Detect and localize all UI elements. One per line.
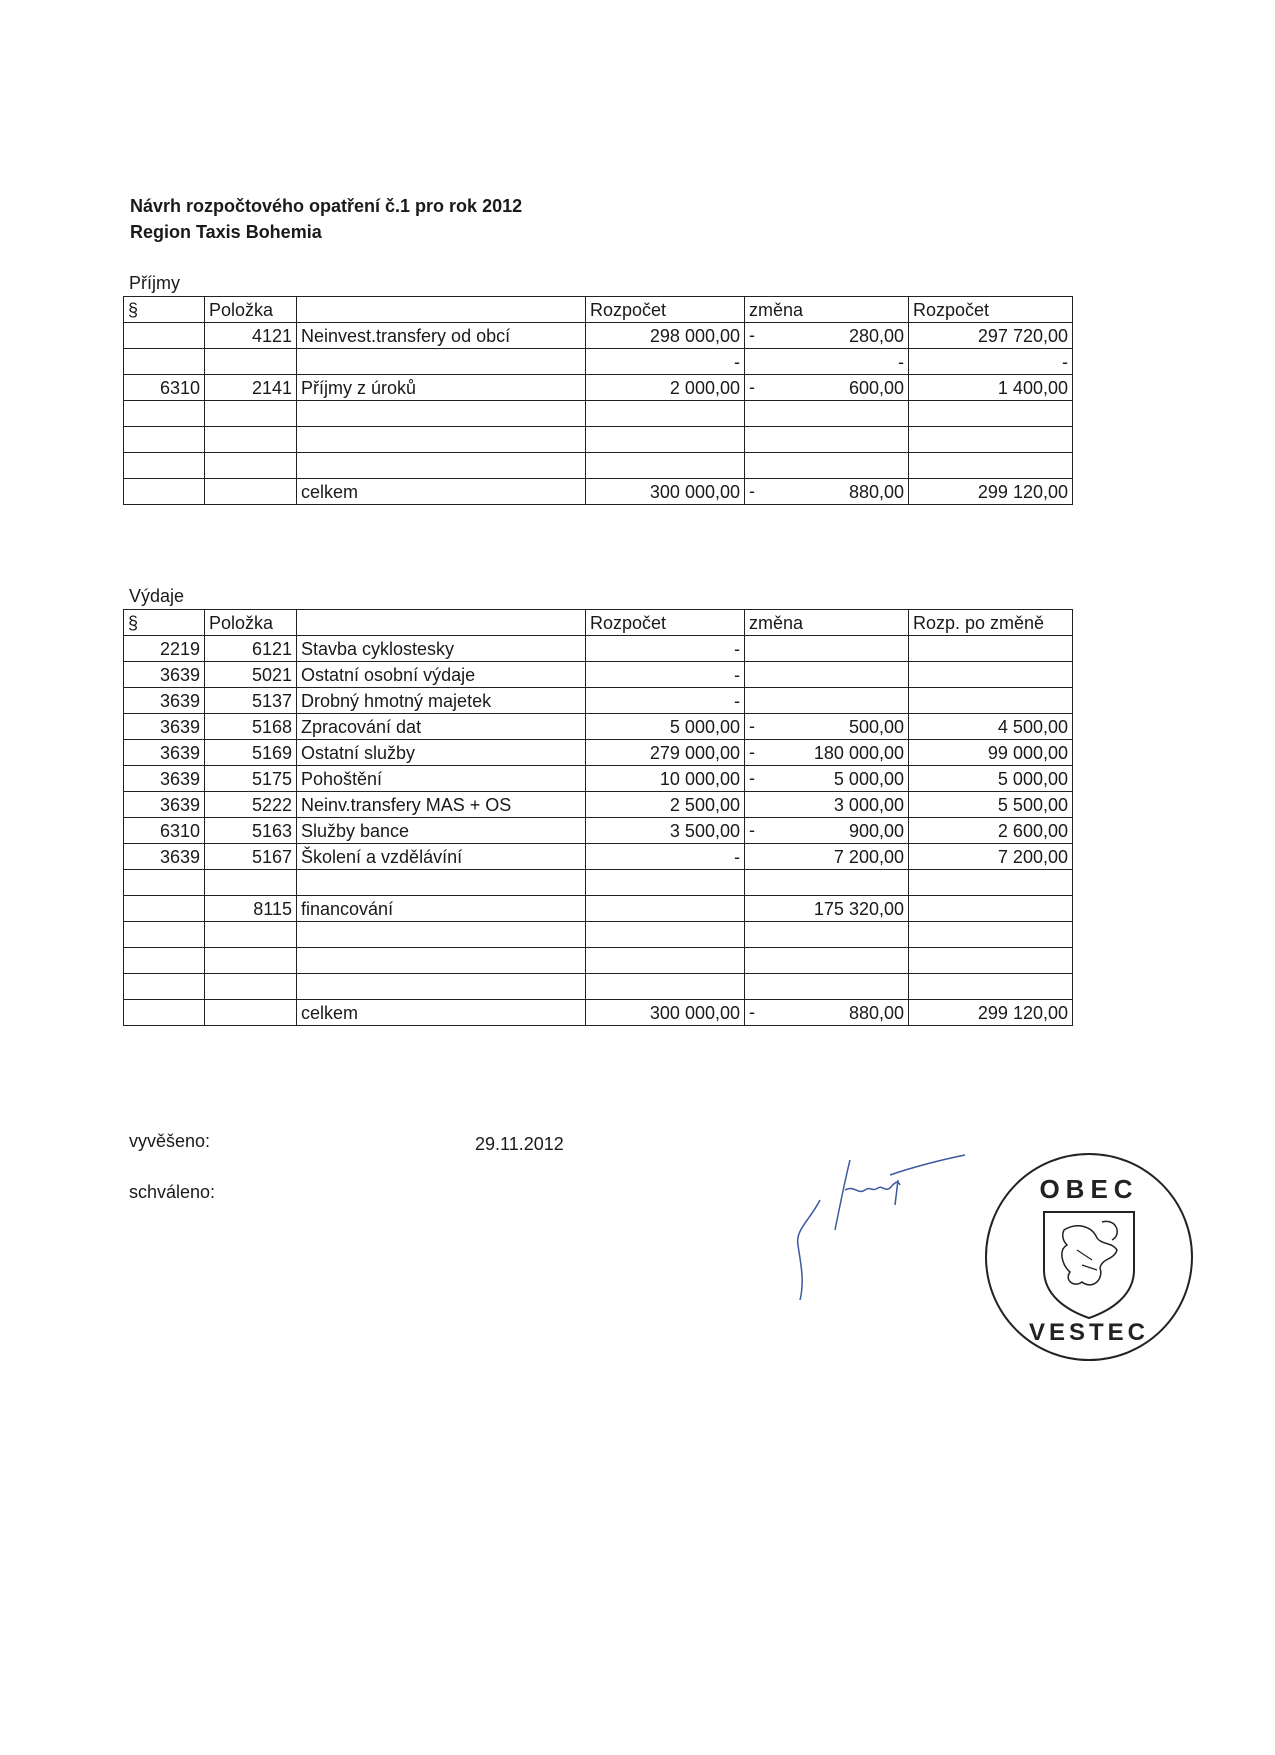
table-row [124,740,1073,766]
table-row [124,688,1073,714]
cell-name: celkem [297,479,586,505]
prijmy-table [123,296,1073,505]
table-row [124,844,1073,870]
cell-zmena [745,453,909,479]
prijmy-section-label: Příjmy [129,273,180,293]
cell-po-zmene [909,948,1073,974]
table-header-row [124,610,1073,636]
cell-zmena-value: 5 000,00 [833,768,904,789]
cell-name: Školení a vzdělávíní [297,844,586,870]
cell-zmena-value: 180 000,00 [813,742,904,763]
cell-polozka: 8115 [205,896,297,922]
cell-po-zmene: 7 200,00 [909,844,1073,870]
cell-name: financování [297,896,586,922]
cell-polozka: 5163 [205,818,297,844]
vydaje-section-label: Výdaje [129,586,185,606]
cell-zmena-sign: - [749,377,755,397]
cell-name [297,870,586,896]
header-polozka: Položka [205,297,297,323]
cell-po-zmene [909,401,1073,427]
cell-po-zmene: 299 120,00 [909,479,1073,505]
cell-name [297,453,586,479]
table-row [124,479,1073,505]
cell-paragraf: 3639 [124,714,205,740]
cell-name: Příjmy z úroků [297,375,586,401]
cell-zmena-sign: - [749,742,755,762]
handwritten-signature [790,1150,970,1310]
cell-polozka [205,922,297,948]
cell-name: Služby bance [297,818,586,844]
cell-zmena [745,740,909,766]
cell-rozpocet: 300 000,00 [586,1000,745,1026]
table-row [124,453,1073,479]
cell-polozka: 5168 [205,714,297,740]
cell-zmena [745,948,909,974]
cell-paragraf: 6310 [124,818,205,844]
cell-paragraf [124,974,205,1000]
cell-rozpocet: 10 000,00 [586,766,745,792]
cell-name: Neinv.transfery MAS + OS [297,792,586,818]
cell-paragraf: 3639 [124,766,205,792]
cell-zmena-value: 500,00 [848,716,904,737]
cell-zmena-value: 280,00 [848,325,904,346]
cell-polozka [205,401,297,427]
cell-paragraf: 3639 [124,688,205,714]
cell-paragraf [124,453,205,479]
vyveseno-label: vyvěšeno: [129,1131,211,1151]
cell-name: Neinvest.transfery od obcí [297,323,586,349]
cell-name [297,427,586,453]
cell-polozka [205,1000,297,1026]
cell-po-zmene [909,896,1073,922]
stamp-top-text: OBEC [1039,1174,1139,1204]
header-name [297,610,586,636]
cell-zmena [745,818,909,844]
cell-zmena [745,870,909,896]
cell-paragraf: 3639 [124,792,205,818]
table-row [124,922,1073,948]
cell-polozka: 5222 [205,792,297,818]
table-row [124,323,1073,349]
cell-zmena-value: 880,00 [848,481,904,502]
cell-polozka [205,479,297,505]
cell-paragraf [124,870,205,896]
table-row [124,818,1073,844]
cell-po-zmene [909,427,1073,453]
cell-zmena-value: 3 000,00 [833,794,904,815]
cell-zmena-value: - [898,351,904,372]
table-row [124,870,1073,896]
cell-name: Ostatní osobní výdaje [297,662,586,688]
table-row [124,375,1073,401]
cell-zmena-value: 600,00 [848,377,904,398]
cell-zmena [745,375,909,401]
cell-polozka [205,349,297,375]
cell-rozpocet: - [586,844,745,870]
cell-po-zmene: 299 120,00 [909,1000,1073,1026]
header-zmena: změna [745,297,909,323]
cell-polozka [205,427,297,453]
cell-rozpocet [586,974,745,1000]
cell-name [297,349,586,375]
cell-rozpocet [586,896,745,922]
table-row [124,662,1073,688]
municipal-stamp [982,1150,1196,1364]
table-row [124,401,1073,427]
header-po-zmene: Rozpočet [909,297,1073,323]
cell-zmena [745,922,909,948]
cell-rozpocet: 3 500,00 [586,818,745,844]
cell-rozpocet: - [586,636,745,662]
document-title-line2: Region Taxis Bohemia [130,222,322,242]
cell-paragraf [124,948,205,974]
vyveseno-date: 29.11.2012 [475,1134,564,1154]
cell-polozka: 5137 [205,688,297,714]
cell-paragraf [124,427,205,453]
cell-name: Stavba cyklostesky [297,636,586,662]
cell-zmena [745,714,909,740]
table-row [124,792,1073,818]
cell-zmena [745,401,909,427]
cell-zmena [745,427,909,453]
cell-zmena-sign: - [749,481,755,501]
cell-po-zmene: 4 500,00 [909,714,1073,740]
stamp-bottom-text: VESTEC [1028,1319,1150,1346]
header-paragraf: § [124,610,205,636]
header-polozka: Položka [205,610,297,636]
cell-polozka: 6121 [205,636,297,662]
cell-zmena-value: 880,00 [848,1002,904,1023]
table-row [124,766,1073,792]
table-row [124,714,1073,740]
cell-po-zmene [909,870,1073,896]
cell-po-zmene: 5 500,00 [909,792,1073,818]
cell-po-zmene: 5 000,00 [909,766,1073,792]
cell-name: Ostatní služby [297,740,586,766]
cell-po-zmene [909,453,1073,479]
cell-name: Zpracování dat [297,714,586,740]
cell-paragraf [124,349,205,375]
table-row [124,349,1073,375]
cell-zmena [745,974,909,1000]
cell-rozpocet [586,948,745,974]
header-po-zmene: Rozp. po změně [909,610,1073,636]
cell-zmena [745,636,909,662]
cell-rozpocet: 2 500,00 [586,792,745,818]
cell-paragraf [124,896,205,922]
header-zmena: změna [745,610,909,636]
cell-paragraf: 6310 [124,375,205,401]
cell-zmena-sign: - [749,325,755,345]
cell-name [297,401,586,427]
cell-zmena [745,479,909,505]
cell-paragraf [124,479,205,505]
cell-rozpocet [586,922,745,948]
cell-paragraf: 2219 [124,636,205,662]
cell-paragraf [124,922,205,948]
cell-rozpocet: - [586,349,745,375]
cell-po-zmene: 297 720,00 [909,323,1073,349]
cell-polozka: 4121 [205,323,297,349]
table-row [124,948,1073,974]
cell-polozka: 5169 [205,740,297,766]
cell-zmena [745,766,909,792]
cell-polozka [205,974,297,1000]
cell-po-zmene: - [909,349,1073,375]
cell-paragraf: 3639 [124,740,205,766]
cell-zmena [745,662,909,688]
cell-po-zmene [909,662,1073,688]
table-row [124,896,1073,922]
cell-zmena [745,844,909,870]
cell-po-zmene [909,636,1073,662]
cell-rozpocet: - [586,662,745,688]
cell-rozpocet: 300 000,00 [586,479,745,505]
cell-rozpocet: 5 000,00 [586,714,745,740]
cell-polozka: 2141 [205,375,297,401]
cell-paragraf: 3639 [124,662,205,688]
document-title-line1: Návrh rozpočtového opatření č.1 pro rok 2012 [130,196,523,216]
cell-polozka [205,870,297,896]
cell-rozpocet: 298 000,00 [586,323,745,349]
header-name [297,297,586,323]
cell-zmena-sign: - [749,820,755,840]
cell-zmena [745,792,909,818]
cell-po-zmene: 1 400,00 [909,375,1073,401]
cell-name [297,948,586,974]
cell-zmena [745,349,909,375]
cell-paragraf [124,1000,205,1026]
cell-rozpocet: 2 000,00 [586,375,745,401]
cell-name: Drobný hmotný majetek [297,688,586,714]
cell-paragraf [124,401,205,427]
cell-zmena-sign: - [749,1002,755,1022]
cell-paragraf: 3639 [124,844,205,870]
cell-name [297,922,586,948]
cell-rozpocet [586,870,745,896]
cell-rozpocet: 279 000,00 [586,740,745,766]
cell-zmena-sign: - [749,716,755,736]
cell-polozka [205,948,297,974]
cell-paragraf [124,323,205,349]
cell-zmena [745,896,909,922]
cell-rozpocet [586,427,745,453]
cell-zmena-value: 175 320,00 [813,898,904,919]
schvaleno-label: schváleno: [129,1182,216,1202]
header-rozpocet: Rozpočet [586,297,745,323]
cell-po-zmene: 2 600,00 [909,818,1073,844]
header-paragraf: § [124,297,205,323]
cell-polozka: 5167 [205,844,297,870]
cell-zmena-sign: - [749,768,755,788]
cell-po-zmene [909,688,1073,714]
cell-name: Pohoštění [297,766,586,792]
table-row [124,427,1073,453]
cell-zmena [745,688,909,714]
header-rozpocet: Rozpočet [586,610,745,636]
table-header-row [124,297,1073,323]
cell-name: celkem [297,1000,586,1026]
cell-po-zmene [909,974,1073,1000]
cell-zmena-value: 900,00 [848,820,904,841]
table-row [124,974,1073,1000]
vydaje-table [123,609,1073,1026]
cell-zmena [745,323,909,349]
cell-zmena [745,1000,909,1026]
cell-polozka: 5175 [205,766,297,792]
cell-polozka [205,453,297,479]
cell-rozpocet [586,453,745,479]
cell-polozka: 5021 [205,662,297,688]
table-row [124,636,1073,662]
cell-po-zmene: 99 000,00 [909,740,1073,766]
cell-po-zmene [909,922,1073,948]
cell-name [297,974,586,1000]
cell-rozpocet: - [586,688,745,714]
cell-zmena-value: 7 200,00 [833,846,904,867]
table-row [124,1000,1073,1026]
cell-rozpocet [586,401,745,427]
